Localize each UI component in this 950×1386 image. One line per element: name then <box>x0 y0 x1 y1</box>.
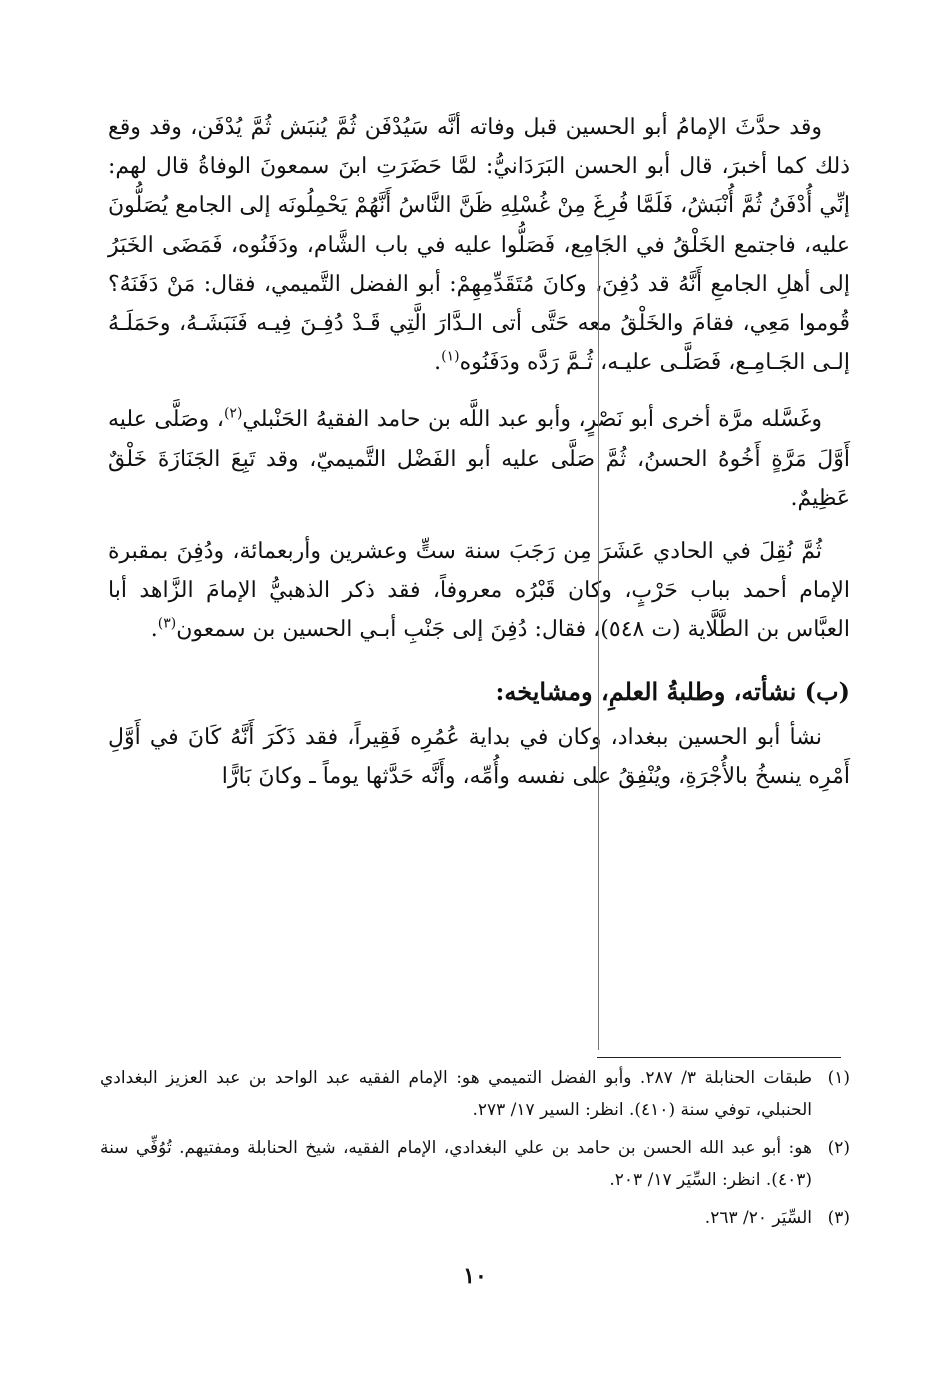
paragraph-2-rest: ، وصَلَّى عليه أَوَّلَ مَرَّةٍ أَخُوهُ الحسنُ، ثُمَّ صَلَّى عليه أبو الفَضْل التَّميميّ، وقد تَبِعَ الجَنَازَةَ خَلْقٌ عَظِيمٌ. <box>108 407 850 511</box>
footnote-number: (٣) <box>827 1208 850 1228</box>
paragraph-3-text: ثُمَّ نُقِلَ في الحادي عَشَرَ مِن رَجَبَ سنة ستٍّ وعشرين وأربعمائة، ودُفِنَ بمقبرة الإمام أحمد بباب حَرْبٍ، وكان قَبْرُه معروفاً، فقد ذكر الذهبيُّ الإمامَ الزَّاهد أبا العبَّاس بن الطَّلَّاية (ت ٥٤٨)، فقال: دُفِنَ إلى جَنْبِ أبـي الحسين بن سمعون <box>108 539 850 643</box>
footnote-ref-2: (٢) <box>223 406 243 423</box>
footnote-text: طبقات الحنابلة ٣/ ٢٨٧. وأبو الفضل التميمي هو: الإمام الفقيه عبد الواحد بن عبد العزيز البغدادي الحنبلي، توفي سنة (٤١٠). انظر: السير ١٧/ ٢٧٣. <box>100 1068 812 1120</box>
footnote-separator <box>597 1057 841 1058</box>
paragraph-1 <box>108 108 850 382</box>
footnote-number: (١) <box>827 1068 850 1088</box>
footnote-ref-1: (١) <box>441 348 460 365</box>
paragraph-3 <box>108 532 850 650</box>
paragraph-4-text: نشأ أبو الحسين ببغداد، وكان في بداية عُمُرِه فَقِيراً، فقد ذَكَرَ أَنَّهُ كَانَ في أَوَّلِ أَمْرِه ينسخُ بالأُجْرَةِ، ويُنْفِقُ على نفسه وأُمِّه، وأَنَّه حَدَّثها يوماً ـ وكانَ بَارًّا <box>108 724 850 789</box>
full-stop: . <box>150 617 158 643</box>
footnote-1 <box>100 1062 850 1126</box>
footnote-2 <box>100 1132 850 1196</box>
footnote-3 <box>100 1202 850 1234</box>
paragraph-2-text: وغَسَّله مرَّة أخرى أبو نَصْرٍ، وأبو عبد اللَّه بن حامد الفقيهُ الحَنْبلي <box>242 407 822 433</box>
main-text <box>108 108 850 810</box>
footnote-text: هو: أبو عبد الله الحسن بن حامد بن علي البغدادي، الإمام الفقيه، شيخ الحنابلة ومفتيهم. تُوُفِّي سنة (٤٠٣). انظر: السِّيَر ١٧/ ٢٠٣. <box>100 1138 812 1190</box>
paragraph-1-text: وقد حدَّثَ الإمامُ أبو الحسين قبل وفاته أنَّه سَيُدْفَن ثُمَّ يُنبَش ثُمَّ يُدْفَن، وقد وقع ذلك كما أخبرَ، قال أبو الحسن البَرَدَانيُّ: لمَّا حَضَرَتِ ابنَ سمعونَ الوفاةُ قال لهم: إنِّي أُدْفَنُ ثُمَّ أُنْبَشُ، فَلَمَّا فُرِغَ مِنْ غُسْلِهِ ظَنَّ النَّاسُ أَنَّهُمْ يَحْمِلُونَه إلى الجامع يُصَلُّونَ عليه، فاجتمع الخَلْقُ في الجَامِع، فَصَلُّوا عليه في باب الشَّام، ودَفَنُوه، فَمَضَى الخَبَرُ إلى أهلِ الجامعِ أَنَّهُ قد دُفِنَ، وكانَ مُتَقَدِّمِهِمْ: أبو الفضل التَّميمي، فقال: مَنْ دَفَنَهُ؟ قُوموا مَعِي، فقامَ والخَلْقُ معه حَتَّى أتى الـدَّارَ الَّتِي قَـدْ دُفِـنَ فِيـه فَنَبَشَـهُ، وحَمَلَـهُ إلـى الجَـامِـع، فَصَلَّـى عليـه، ثُـمَّ رَدَّه ودَفَنُوه <box>108 115 850 376</box>
paragraph-4 <box>108 718 850 796</box>
footnote-ref-3: (٣) <box>157 616 177 633</box>
paragraph-2 <box>108 400 850 518</box>
footnote-number: (٢) <box>827 1138 850 1158</box>
full-stop: . <box>434 350 442 376</box>
page-number: ١٠ <box>463 1263 487 1289</box>
footnotes <box>100 1062 850 1240</box>
footnote-text: السِّيَر ٢٠/ ٢٦٣. <box>704 1208 812 1228</box>
section-heading: (ب) نشأته، وطلبةُ العلمِ، ومشايخه: <box>495 676 850 706</box>
scan-vertical-line <box>598 235 599 1050</box>
